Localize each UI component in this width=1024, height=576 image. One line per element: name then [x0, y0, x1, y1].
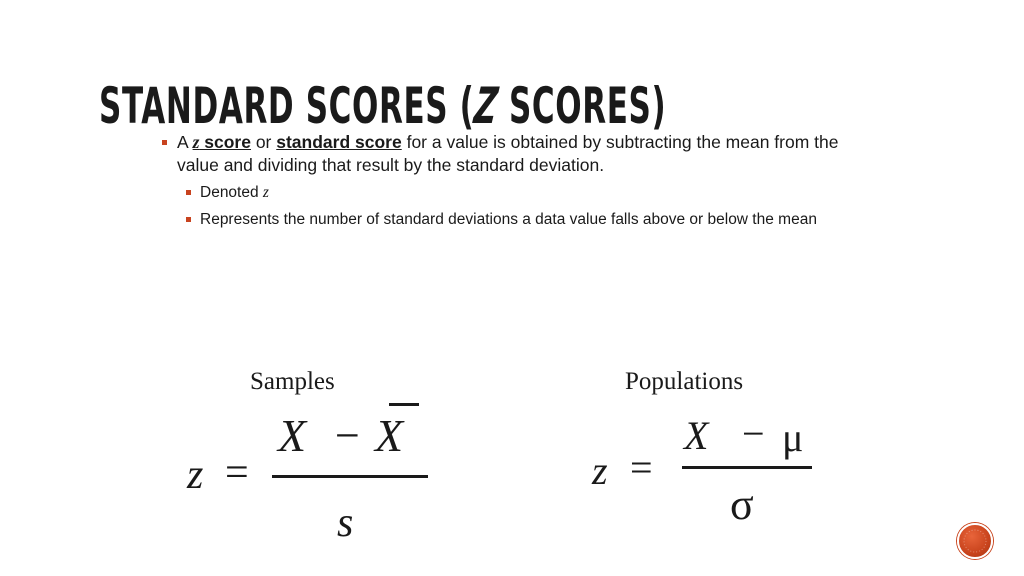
populations-fraction-bar [682, 466, 812, 469]
dotted-circle-icon [959, 525, 991, 557]
bullet-sub-represents-text: Represents the number of standard deviations a data value falls above or below the mean [200, 211, 817, 228]
slide-nav-button[interactable] [957, 523, 993, 559]
title-suffix: SCORES) [497, 77, 667, 135]
samples-equals: = [225, 450, 249, 496]
bullet-sub-denoted-var: z [262, 184, 269, 201]
populations-equals: = [630, 445, 653, 490]
bullet-sub-denoted-text: Denoted [200, 184, 263, 201]
z-score-term-rest: score [199, 132, 251, 152]
samples-numerator-minus: − [335, 411, 360, 460]
bullet-main-a: A [177, 132, 193, 152]
bullet-main-rest: for a value is obtained by subtracting the mean from the value and dividing that result by the standard deviation. [177, 132, 839, 175]
populations-lhs-z: z [592, 448, 608, 493]
populations-label: Populations [625, 368, 744, 395]
samples-lhs-z: z [187, 452, 204, 498]
populations-numerator-mu: μ [782, 415, 804, 460]
standard-score-term: standard score [276, 132, 402, 152]
populations-numerator-x: X [684, 413, 709, 458]
bullet-main-or: or [250, 132, 277, 152]
samples-denominator-s: s [337, 500, 354, 546]
samples-label: Samples [250, 368, 335, 395]
title-prefix: STANDARD SCORES ( [99, 77, 475, 135]
samples-numerator-x: X [278, 410, 307, 461]
z-score-term-z: z [192, 132, 200, 152]
samples-numerator-xbar: X [375, 410, 404, 461]
populations-denominator-sigma: σ [730, 480, 754, 529]
title-italic-z: Z [471, 77, 501, 135]
populations-numerator-minus: − [742, 411, 765, 456]
